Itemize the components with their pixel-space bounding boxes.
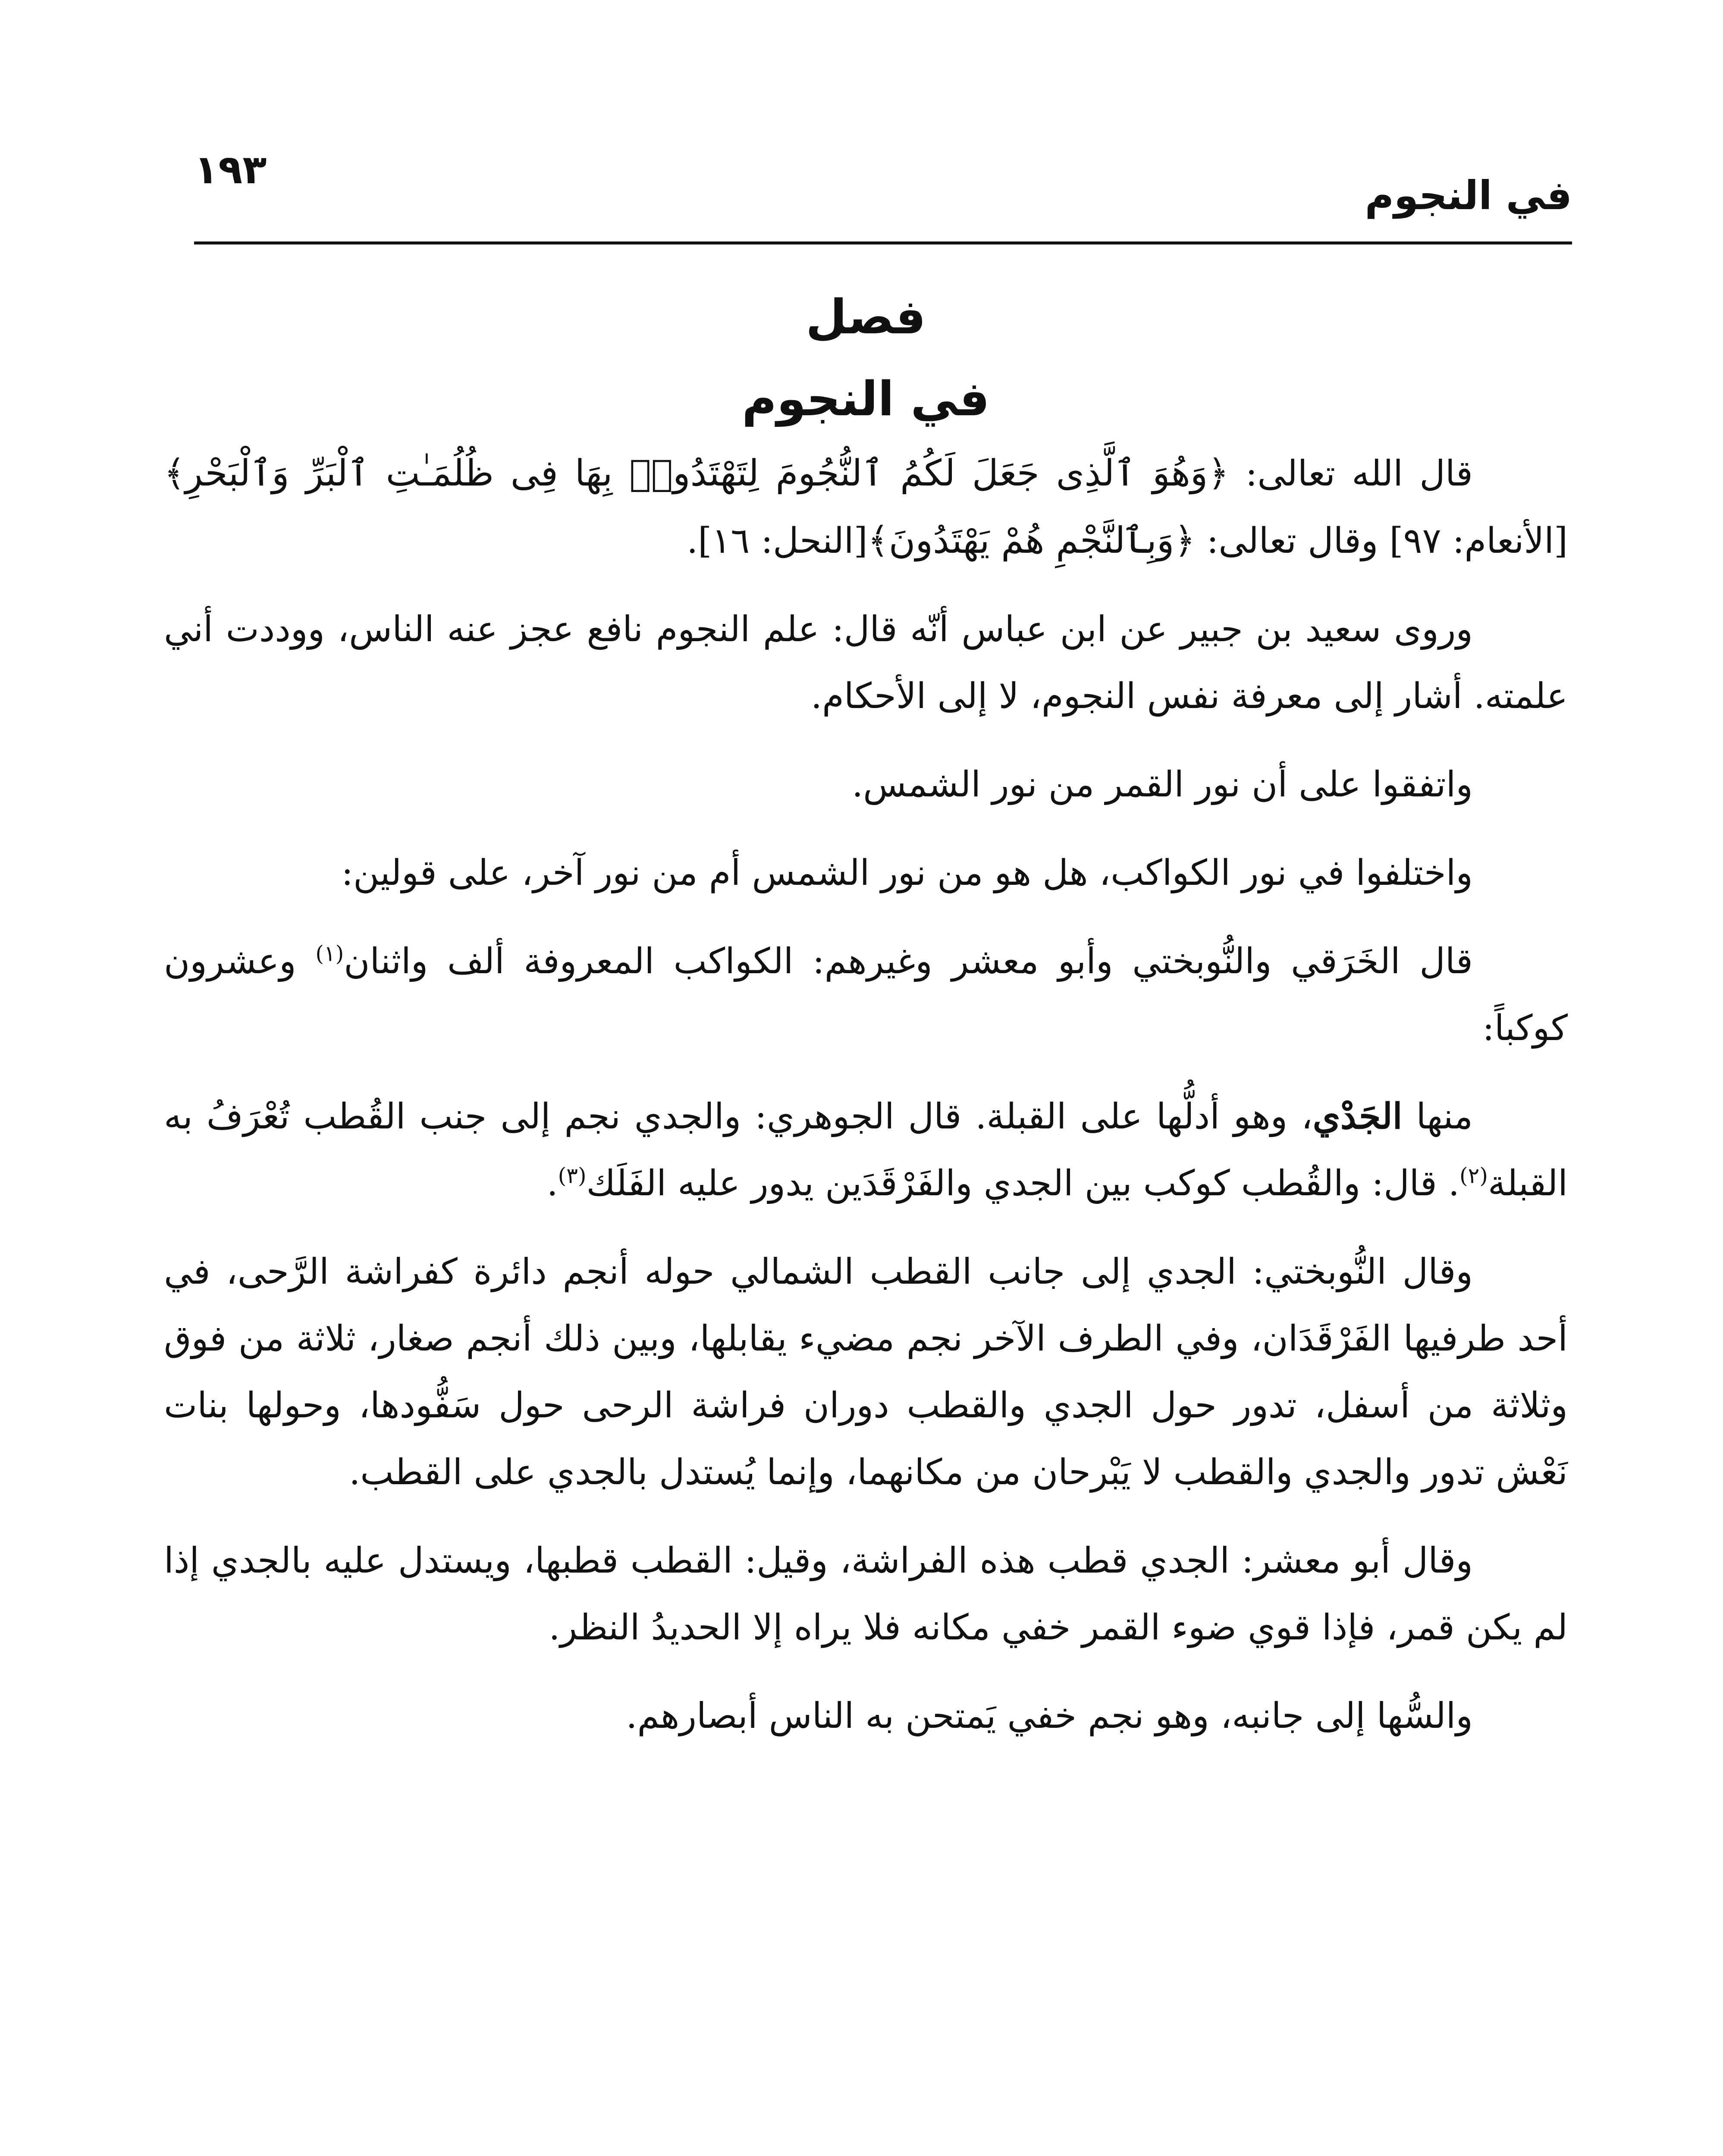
- paragraph-text: قال الله تعالى:: [1229, 453, 1473, 494]
- paragraph-nawbakhti: وقال النُّوبختي: الجدي إلى جانب القطب الشمالي حوله أنجم دائرة كفراشة الرَّحى، في أحد طرفيها الفَرْقَدَان، وفي الطرف الآخر نجم مضيء يقابلها، وبين ذلك أنجم صغار، ثلاثة من فوق وثلاثة من أسفل، تدور حول الجدي والقطب دوران فراشة الرحى حول سَفُّودها، وحولها بنات نَعْش تدور والجدي والقطب لا يَبْرحان من مكانهما، وإنما يُستدل بالجدي على القطب.: [164, 1251, 1568, 1493]
- paragraph-ibn-abbas: وروى سعيد بن جبير عن ابن عباس أنّه قال: علم النجوم نافع عجز عنه الناس، ووددت أني علمته. أشار إلى معرفة نفس النجوم، لا إلى الأحكام.: [164, 609, 1568, 717]
- paragraph-quran-verses: [164, 440, 1568, 574]
- footnote-reference: (١): [315, 941, 344, 966]
- section-label: فصل: [806, 289, 926, 345]
- running-header: [194, 142, 1572, 241]
- paragraph-suha: والسُّها إلى جانبه، وهو نجم خفي يَمتحن به الناس أبصارهم.: [626, 1695, 1473, 1736]
- paragraph-text: قال الخَرَقي والنُّوبختي وأبو معشر وغيرهم: الكواكب المعروفة ألف واثنان: [344, 941, 1473, 982]
- paragraph-text: .: [687, 520, 698, 561]
- header-rule: [194, 241, 1572, 244]
- bold-term: الجَدْي: [1312, 1096, 1403, 1137]
- paragraph-text: وقال تعالى:: [1195, 520, 1390, 561]
- paragraph-moon-light: واتفقوا على أن نور القمر من نور الشمس.: [852, 764, 1473, 805]
- paragraph-text: وعشرون كوكباً:: [164, 941, 1568, 1049]
- quran-quote: ﴿وَبِٱلنَّجْمِ هُمْ يَهْتَدُونَ﴾: [867, 519, 1196, 561]
- page-number: ١٩٣: [194, 147, 267, 193]
- running-title: في النجوم: [1365, 172, 1572, 219]
- footnote-reference: (٣): [558, 1163, 587, 1188]
- verse-reference: [الأنعام: ٩٧]: [1389, 520, 1568, 561]
- paragraph-star-count: [164, 928, 1568, 1062]
- paragraph-jady: [164, 1083, 1568, 1217]
- paragraph-text: ، وهو أدلُّها على القبلة. قال الجوهري: والجدي نجم إلى جنب القُطب تُعْرَفُ به القبلة: [164, 1096, 1568, 1204]
- footnote-reference: (٢): [1459, 1163, 1488, 1188]
- main-text: [164, 276, 1568, 1771]
- paragraph-text: . قال: والقُطب كوكب بين الجدي والفَرْقَدَين يدور عليه الفَلَك: [586, 1163, 1459, 1204]
- paragraph-abu-mashar: وقال أبو معشر: الجدي قطب هذه الفراشة، وقيل: القطب قطبها، ويستدل عليه بالجدي إذا لم يكن قمر، فإذا قوي ضوء القمر خفي مكانه فلا يراه إلا الحديدُ النظر.: [164, 1540, 1568, 1648]
- paragraph-stars-light: واختلفوا في نور الكواكب، هل هو من نور الشمس أم من نور آخر، على قولين:: [341, 852, 1473, 893]
- verse-reference: [النحل: ١٦]: [698, 520, 868, 561]
- paragraph-text: .: [546, 1163, 558, 1204]
- paragraph-text: منها: [1402, 1096, 1473, 1137]
- quran-quote: ﴿وَهُوَ ٱلَّذِى جَعَلَ لَكُمُ ٱلنُّجُومَ لِتَهْتَدُوا۟ بِهَا فِى ظُلُمَـٰتِ ٱلْبَرِّ وَٱلْبَحْرِ﴾: [164, 452, 1229, 494]
- section-title: في النجوم: [742, 371, 990, 426]
